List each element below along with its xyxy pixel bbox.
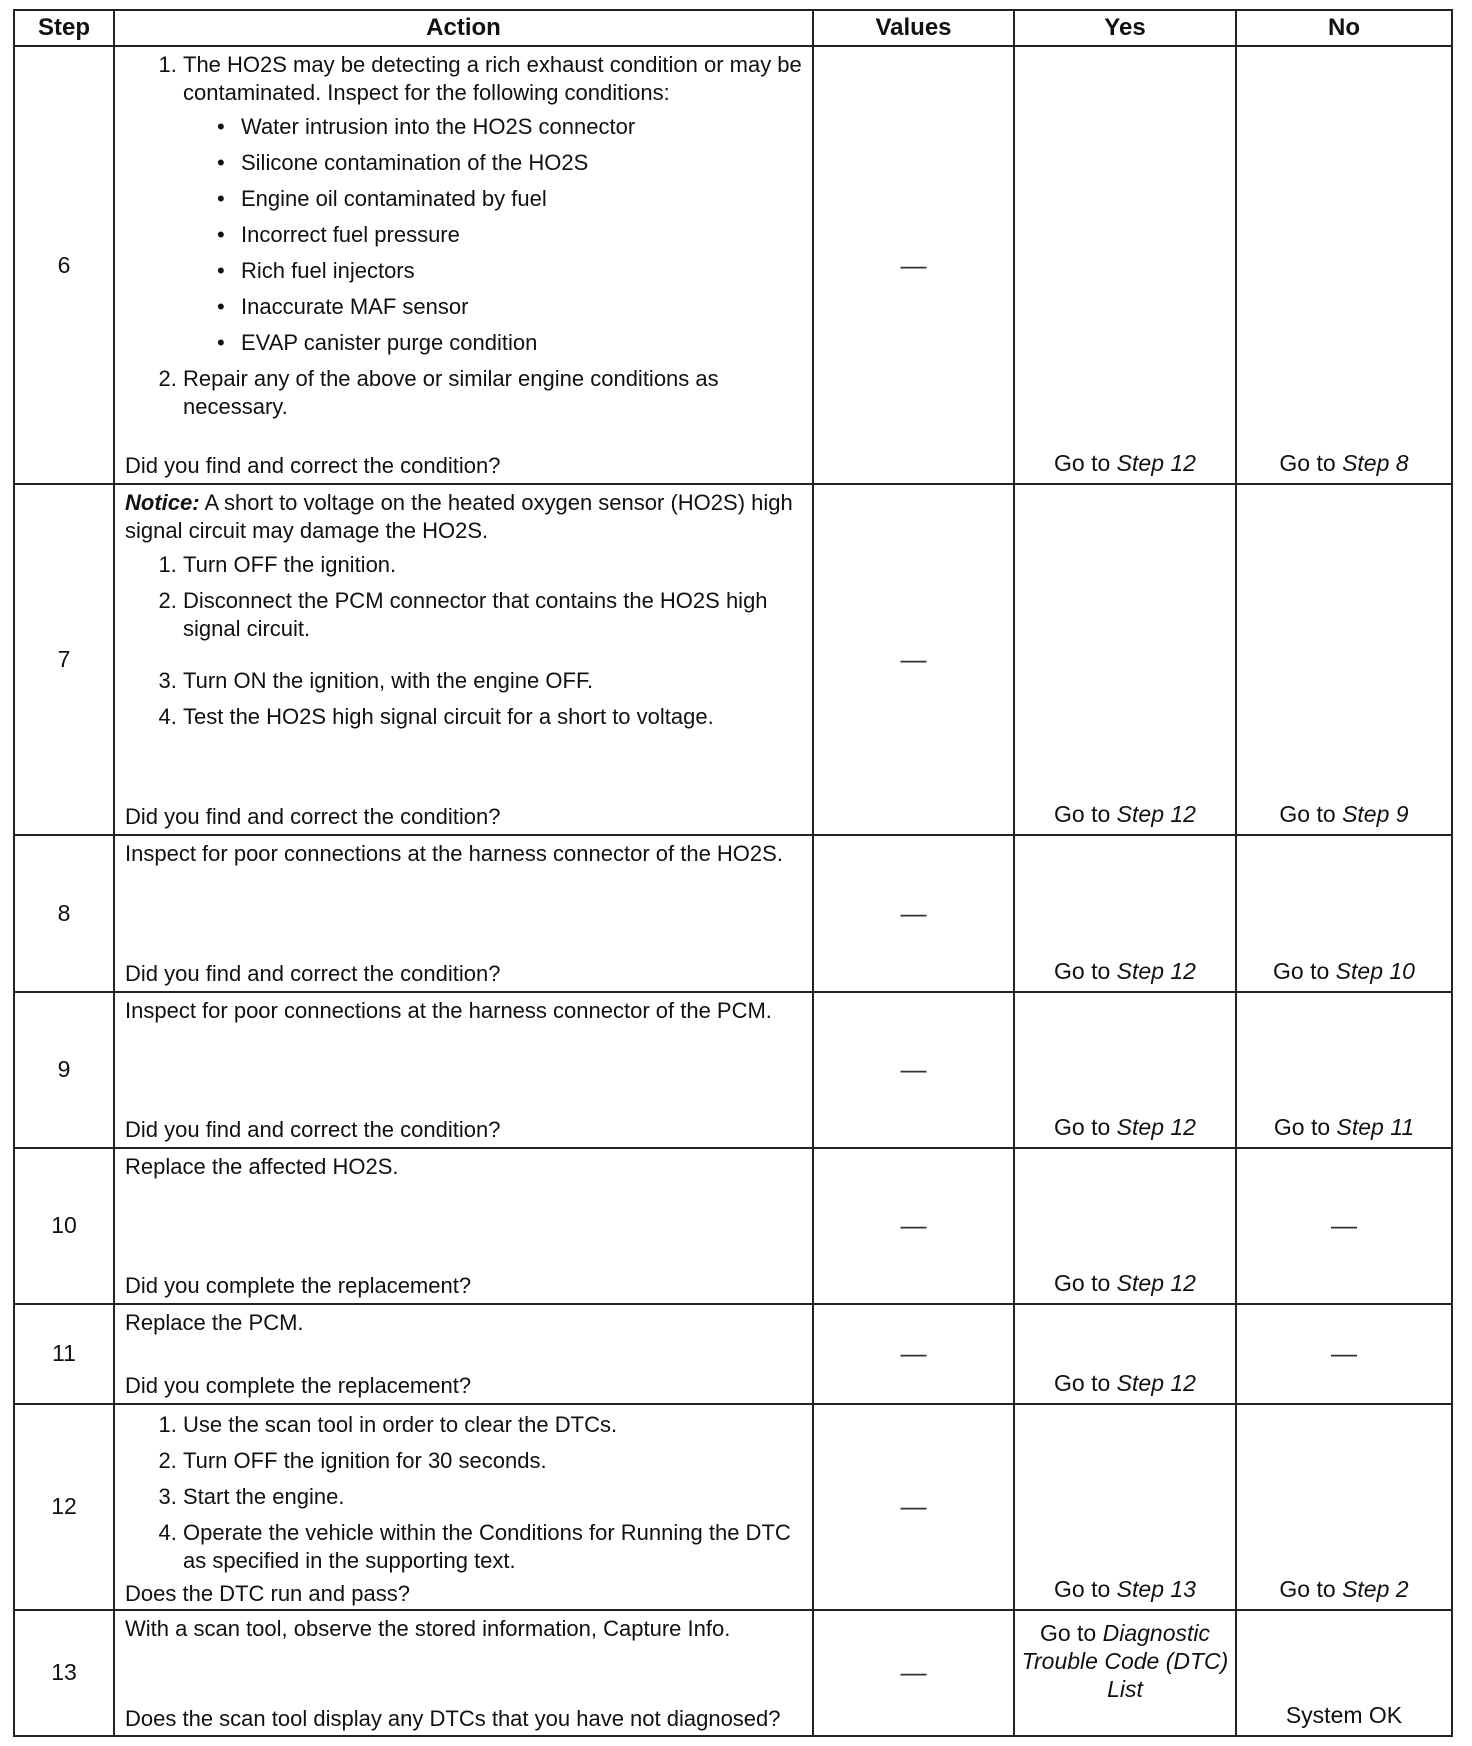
values-cell: — (813, 835, 1014, 991)
list-item: • EVAP canister purge condition (217, 329, 802, 357)
yes-cell: Go to Step 12 (1014, 1148, 1236, 1304)
no-cell: — (1236, 1304, 1452, 1404)
header-no: No (1236, 10, 1452, 46)
step-link[interactable]: Step 12 (1116, 957, 1196, 984)
action-text: Replace the PCM. (125, 1309, 304, 1335)
action-question: Does the scan tool display any DTCs that you have not diagnosed? (125, 1706, 781, 1731)
values-cell: — (813, 992, 1014, 1148)
step-link[interactable]: Step 12 (1116, 801, 1196, 828)
action-question: Did you find and correct the condition? (125, 804, 501, 830)
yes-cell: Go to Step 12 (1014, 46, 1236, 484)
action-cell (114, 46, 813, 484)
yes-cell: Go to Step 13 (1014, 1404, 1236, 1610)
action-text: Inspect for poor connections at the harness connector of the PCM. (125, 997, 772, 1023)
step-link[interactable]: Step 12 (1116, 450, 1196, 477)
action-steps (125, 51, 802, 421)
action-question: Did you find and correct the condition? (125, 453, 501, 479)
table-row (14, 835, 1452, 991)
action-step-item: 1. Use the scan tool in order to clear the DTCs. (183, 1411, 802, 1439)
header-step: Step (14, 10, 114, 46)
no-cell: Go to Step 11 (1236, 992, 1452, 1148)
notice-text: A short to voltage on the heated oxygen sensor (HO2S) high signal circuit may damage the HO2S. (125, 490, 793, 544)
step-number: 9 (14, 992, 114, 1148)
step-number: 10 (14, 1148, 114, 1304)
action-text: Replace the affected HO2S. (125, 1153, 399, 1179)
header-yes: Yes (1014, 10, 1236, 46)
step-link[interactable]: Step 12 (1116, 1269, 1196, 1296)
list-item: • Engine oil contaminated by fuel (217, 185, 802, 213)
action-question: Does the DTC run and pass? (125, 1580, 410, 1606)
action-cell (114, 484, 813, 835)
diagnostic-table (13, 9, 1453, 1737)
condition-list (183, 113, 802, 357)
step-link[interactable]: Step 13 (1116, 1575, 1196, 1602)
yes-cell: Go to Step 12 (1014, 835, 1236, 991)
step-link[interactable]: Step 12 (1116, 1113, 1196, 1140)
values-cell: — (813, 1304, 1014, 1404)
action-step-item: 2. Turn OFF the ignition for 30 seconds. (183, 1447, 802, 1475)
yes-cell: Go to Step 12 (1014, 992, 1236, 1148)
list-item: • Incorrect fuel pressure (217, 221, 802, 249)
yes-cell: Go to Step 12 (1014, 484, 1236, 835)
header-action: Action (114, 10, 813, 46)
list-item: • Silicone contamination of the HO2S (217, 149, 802, 177)
no-cell: System OK (1236, 1610, 1452, 1736)
step-number: 8 (14, 835, 114, 991)
table-row (14, 1148, 1452, 1304)
no-cell: Go to Step 10 (1236, 835, 1452, 991)
list-item: • Water intrusion into the HO2S connector (217, 113, 802, 141)
step-link[interactable]: Diagnostic Trouble Code (DTC) List (1021, 1619, 1229, 1702)
action-step-item: 4. Operate the vehicle within the Conditions for Running the DTC as specified in the supporting text. (183, 1519, 802, 1575)
step-link[interactable]: Step 12 (1116, 1369, 1196, 1396)
header-row (14, 10, 1452, 46)
action-text: With a scan tool, observe the stored information, Capture Info. (125, 1615, 731, 1641)
action-step-item: 2. Disconnect the PCM connector that contains the HO2S high signal circuit. (183, 587, 802, 643)
no-cell: — (1236, 1148, 1452, 1304)
action-step-item: 1. The HO2S may be detecting a rich exhaust condition or may be contaminated. Inspect for the following conditions: • Water intrusion into the HO2S connector • Silicone contamination of the HO2S • Engine oil contaminated by fuel • Incorrect fuel pressure • Rich fuel injectors • Inaccurate MAF sensor • EVAP canister purge condition (183, 51, 802, 357)
no-cell: Go to Step 2 (1236, 1404, 1452, 1610)
action-question: Did you find and correct the condition? (125, 960, 501, 986)
table-row (14, 1304, 1452, 1404)
action-text: Inspect for poor connections at the harness connector of the HO2S. (125, 841, 783, 867)
step-link[interactable]: Step 11 (1336, 1113, 1415, 1140)
action-cell (114, 835, 813, 991)
action-cell (114, 1148, 813, 1304)
yes-cell: Go to Diagnostic Trouble Code (DTC) List (1014, 1610, 1236, 1736)
step-number: 11 (14, 1304, 114, 1404)
action-step-item: 4. Test the HO2S high signal circuit for a short to voltage. (183, 703, 802, 731)
list-item: • Rich fuel injectors (217, 257, 802, 285)
values-cell: — (813, 1148, 1014, 1304)
step-link[interactable]: Step 10 (1335, 957, 1415, 984)
step-number: 7 (14, 484, 114, 835)
action-cell (114, 992, 813, 1148)
table-row (14, 484, 1452, 835)
action-step-item: 3. Turn ON the ignition, with the engine OFF. (183, 667, 802, 695)
yes-cell: Go to Step 12 (1014, 1304, 1236, 1404)
action-question: Did you complete the replacement? (125, 1272, 472, 1298)
action-cell (114, 1610, 813, 1736)
action-cell (114, 1304, 813, 1404)
header-values: Values (813, 10, 1014, 46)
action-question: Did you find and correct the condition? (125, 1116, 501, 1142)
action-step-item: 2. Repair any of the above or similar engine conditions as necessary. (183, 365, 802, 421)
no-cell: Go to Step 8 (1236, 46, 1452, 484)
no-cell: Go to Step 9 (1236, 484, 1452, 835)
step-number: 6 (14, 46, 114, 484)
values-cell: — (813, 1610, 1014, 1736)
values-cell: — (813, 484, 1014, 835)
action-question: Did you complete the replacement? (125, 1372, 472, 1398)
action-steps (125, 1411, 802, 1575)
step-link[interactable]: Step 9 (1342, 801, 1409, 828)
table-row (14, 1610, 1452, 1736)
values-cell: — (813, 1404, 1014, 1610)
list-item: • Inaccurate MAF sensor (217, 293, 802, 321)
notice (125, 489, 802, 545)
step-link[interactable]: Step 8 (1342, 450, 1409, 477)
table-row (14, 46, 1452, 484)
action-step-item: 1. Turn OFF the ignition. (183, 551, 802, 579)
values-cell: — (813, 46, 1014, 484)
step-number: 12 (14, 1404, 114, 1610)
table-row (14, 1404, 1452, 1610)
step-link[interactable]: Step 2 (1342, 1575, 1409, 1602)
action-step-item: 3. Start the engine. (183, 1483, 802, 1511)
notice-label: Notice: (125, 490, 200, 516)
action-cell (114, 1404, 813, 1610)
step-number: 13 (14, 1610, 114, 1736)
table-row (14, 992, 1452, 1148)
action-steps (125, 551, 802, 731)
